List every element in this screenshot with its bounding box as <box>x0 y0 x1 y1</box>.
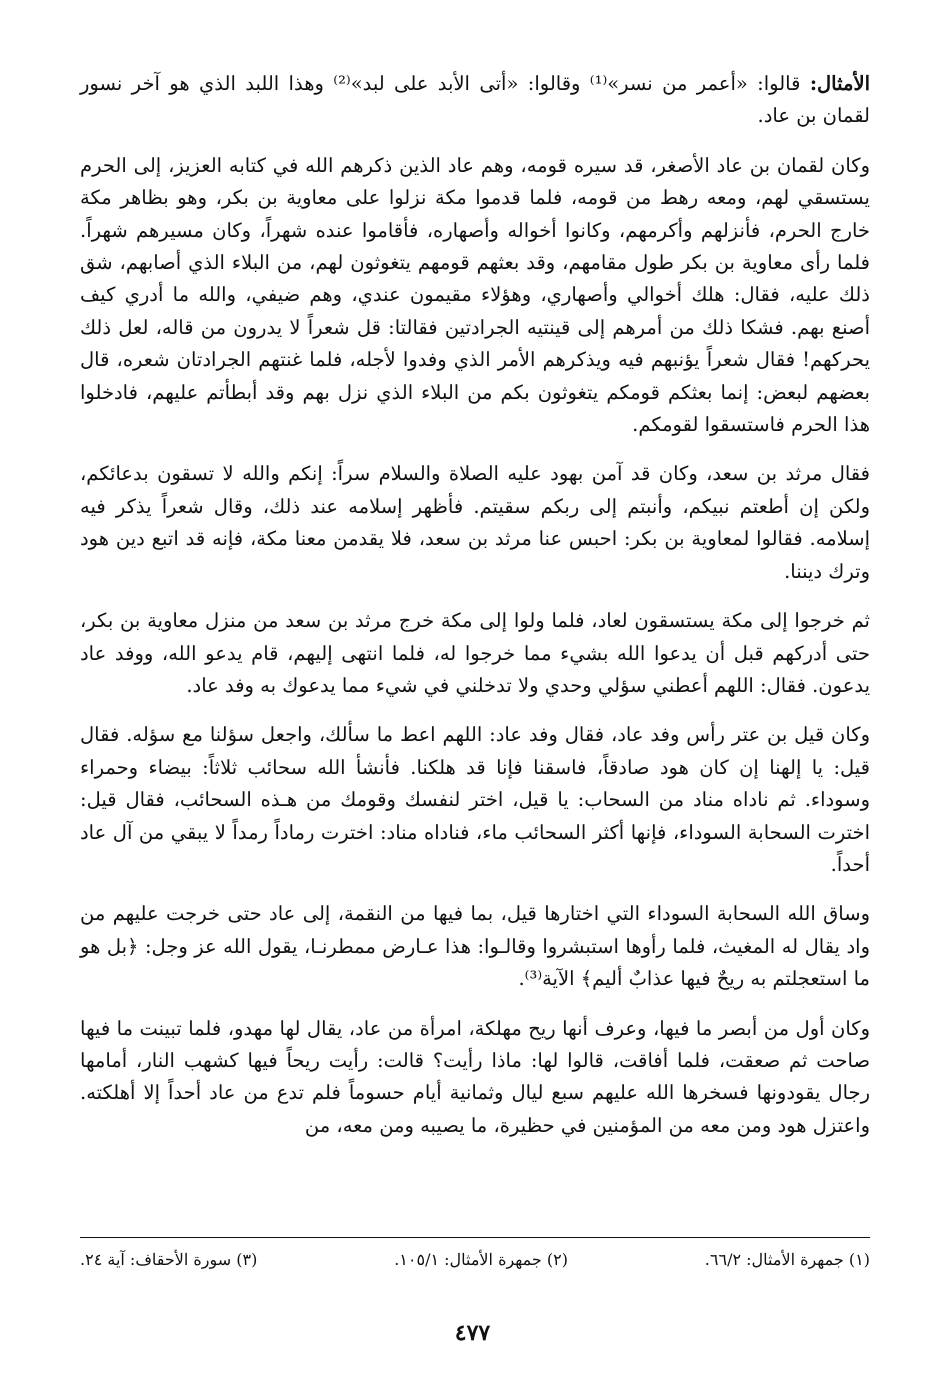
paragraph-journey: ثم خرجوا إلى مكة يستسقون لعاد، فلما ولوا إلى مكة خرج مرثد بن سعد من منزل معاوية بن بكر، حتى أدركهم قبل أن يدعوا الله بشيء مما خرجوا له، فلما انتهى إليهم، قام يدعو الله، ووفد عاد يدعون. فقال: اللهم أعطني سؤلي وحدي ولا تدخلني في شيء مما يدعوك به وفد عاد. <box>80 609 870 697</box>
paragraph-qayl: وكان قيل بن عتر رأس وفد عاد، فقال وفد عاد: اللهم اعط ما سألك، واجعل سؤلنا مع سؤله. فقال قيل: يا إلهنا إن كان هود صادقاً، فاسقنا فإنا قد هلكنا. فأنشأ الله سحائب ثلاثاً: بيضاء وحمراء وسوداء. ثم ناداه مناد من السحاب: يا قيل، اختر لنفسك وقومك من هـذه السحائب، فقال قيل: اخترت السحابة السوداء، فإنها أكثر السحائب ماء، فناداه مناد: اخترت رماداً رمداً لا يبقي من آل عاد أحداً. <box>80 723 870 876</box>
footnote-3: (٣) سورة الأحقاف: آية ٢٤. <box>80 1250 258 1269</box>
footnote-1: (١) جمهرة الأمثال: ٦٦/٢. <box>704 1250 870 1269</box>
footnotes <box>80 1246 870 1274</box>
paragraph-luqman: وكان لقمان بن عاد الأصغر، قد سيره قومه، وهم عاد الذين ذكرهم الله في كتابه العزيز، إلى الحرم يستسقي لهم، ومعه رهط من قومه، فلما قدموا مكة نزلوا على معاوية بن بكر، وهو بظاهر مكة خارج الحرم، فأنزلهم وأكرمهم، وكانوا أخواله وأصهاره، فأقاموا عنده شهراً، وكان مسيرهم شهراً. فلما رأى معاوية بن بكر طول مقامهم، وقد بعثهم قومهم يتغوثون لهم، من البلاء الذي أصابهم، شق ذلك عليه، فقال: هلك أخوالي وأصهاري، وهؤلاء مقيمون عندي، وهم ضيفي، والله ما أدري كيف أصنع بهم. فشكا ذلك من أمرهم إلى قينتيه الجرادتين فقالتا: قل شعراً لا يدرون من قاله، لعل ذلك يحركهم! فقال شعراً يؤنبهم فيه ويذكرهم الأمر الذي وفدوا لأجله، فلما غنتهم الجرادتان شعره، قال بعضهم لبعض: إنما بعثكم قومكم يتغوثون بكم من البلاء الذي نزل بهم وقد أبطأتم عليهم، فادخلوا هذا الحرم فاستسقوا لقومكم. <box>80 153 870 437</box>
footnote-divider <box>80 1237 870 1238</box>
page-body <box>80 68 870 1159</box>
footnote-2: (٢) جمهرة الأمثال: ١٠٥/١. <box>394 1250 568 1269</box>
paragraph-marthad: فقال مرثد بن سعد، وكان قد آمن بهود عليه الصلاة والسلام سراً: إنكم والله لا تسقون بدعائكم، ولكن إن أطعتم نبيكم، وأنبتم إلى ربكم سقيتم. فأظهر إسلامه عند ذلك، وقال شعراً يذكر فيه إسلامه. فقالوا لمعاوية بن بكر: احبس عنا مرثد بن سعد، فلا يقدمن معنا مكة، فإنه قد اتبع دين هود وترك ديننا. <box>80 462 870 583</box>
paragraph-lead: الأمثال: <box>809 72 870 95</box>
page-number: ٤٧٧ <box>454 1320 491 1346</box>
paragraph-wind: وكان أول من أبصر ما فيها، وعرف أنها ريح مهلكة، امرأة من عاد، يقال لها مهدو، فلما تبينت ما فيها صاحت ثم صعقت، فلما أفاقت، قالوا لها: ماذا رأيت؟ قالت: رأيت ريحاً فيها كشهب النار، أمامها رجال يقودونها فسخرها الله عليهم سبع ليال وثمانية أيام حسوماً فلم تدع من عاد أحداً إلا أهلكته. واعتزل هود ومن معه من المؤمنين في حظيرة، ما يصيبه ومن معه، من <box>80 1016 870 1137</box>
paragraph-black-cloud: وساق الله السحابة السوداء التي اختارها قيل، بما فيها من النقمة، إلى عاد حتى خرجت عليهم من واد يقال له المغيث، فلما رأوها استبشروا وقالـوا: هذا عـارض ممطرنـا، يقول الله عز وجل: ﴿بل هو ما استعجلتم به ريحٌ فيها عذابٌ أليم﴾ الآية⁽³⁾. <box>80 902 870 991</box>
paragraph-text: قالوا: «أعمر من نسر»⁽¹⁾ وقالوا: «أتى الأبد على لبد»⁽²⁾ وهذا اللبد الذي هو آخر نسور لقمان بن عاد. <box>80 72 870 128</box>
paragraph-proverbs <box>80 68 870 133</box>
